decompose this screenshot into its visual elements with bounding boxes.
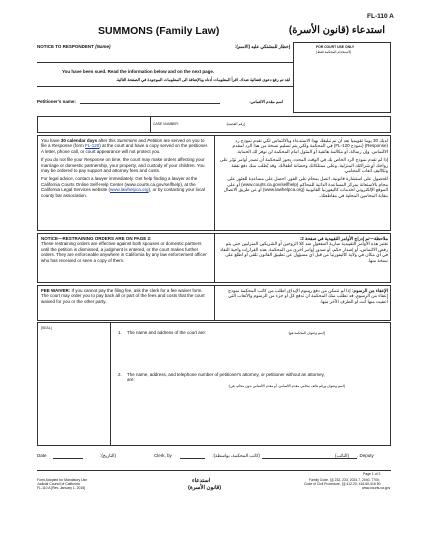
section1-english bbox=[41, 138, 210, 201]
banner-text: You have been sued. Read the information below and on the next page. bbox=[62, 69, 215, 74]
clerk-signature-field[interactable] bbox=[180, 451, 205, 459]
fee-waiver-heading-arabic: الإعفاء من الرسوم: bbox=[351, 288, 388, 293]
legal-advice-paragraph-arabic: للحصول على استشارة قانونية، اتصل بمحام على الفور. احصل على مساعدة للعثور على محام بالاستعانة بمركز المساعدة الذاتية للمحاكم (www.courts.ca.gov/selfhelp) أو على الموقع الإلكتروني لخدمات كاليفورنيا القانونية (www.lawhelpca.org) أو عن طريق الاتصال بنقابة المحامين المحلية في مقاطعتك. bbox=[223, 176, 388, 198]
deputy-label: , Deputy bbox=[357, 453, 374, 458]
item-1-text: The name and address of the court are: bbox=[127, 330, 207, 335]
footer-left-1: Form Adopted for Mandatory Use bbox=[37, 478, 88, 482]
item-1-number: 1. bbox=[118, 330, 122, 335]
petitioner-label-arabic: اسم مقدم الالتماس: bbox=[249, 99, 283, 104]
form-title: SUMMONS (Family Law) bbox=[98, 25, 220, 37]
footer-divider bbox=[37, 470, 391, 471]
late-response-paragraph: If you do not file your Response on time, the court may make orders affecting your marriage or domestic partnership, your property, and custody of your children. You may be ordered to pay support and attorney fees and costs. bbox=[41, 157, 205, 174]
divider bbox=[150, 116, 151, 133]
respondent-name-field[interactable] bbox=[37, 50, 287, 62]
petitioner-label: Petitioner's name: bbox=[37, 99, 76, 104]
fee-waiver-text-arabic: إذا لم تتمكن من دفع رسوم الإيداع، اطلب من كاتب المحكمة نموذج إعفاء من الرسوم. قد تطلب منك المحكمة أن تدفع كل أو جزء من الرسوم والأتعاب التي أعفيت منها أنت أو الطرف الآخر منها. bbox=[228, 288, 388, 304]
response-deadline-paragraph: You have 30 calendar days after this Summons and Petition are served on you to file a Response (form FL-120) at the court and have a copy served on the petitioner. A letter, phone call, or court appearance will not protect you. bbox=[41, 138, 209, 154]
case-number-field[interactable] bbox=[248, 119, 388, 130]
footer-right-3[interactable]: www.courts.ca.gov bbox=[362, 486, 391, 490]
response-deadline-paragraph-arabic: لديك 30 يوما تقويميا بعد أن تم تبليغك بهذا الاستدعاء وبالالتماس لكي تقدم نموذج رد (Response) (نموذج FL-120) في المحكمة ولكي يتم تسليم نسخة من هذا الرد لمقدم الالتماس. وإن رسالة، أو مكالمة هاتفية أو المثول أمام المحكمة لن توفر لك الحماية. bbox=[232, 138, 388, 154]
footer-right-2: Code of Civil Procedure, §§ 412.20, 416.60-416.90 bbox=[304, 482, 381, 486]
restraining-orders-arabic bbox=[218, 236, 388, 263]
footer-subtitle-arabic: (قانون الأسرة) bbox=[188, 485, 222, 491]
item-2-text-arabic: (اسم وعنوان ورقم هاتف محامي مقدم الالتماس، أو مقدم الالتماس بدون محام، هي): bbox=[228, 383, 345, 388]
divider bbox=[214, 135, 215, 231]
fee-waiver-english bbox=[41, 288, 210, 304]
restraining-orders-heading: NOTICE—RESTRAINING ORDERS ARE ON PAGE 2: bbox=[41, 236, 152, 241]
notice-label-arabic: إخطار للمشتكي عليه (الاسم): bbox=[234, 44, 290, 49]
divider bbox=[214, 285, 215, 321]
section1-arabic bbox=[218, 138, 388, 201]
divider bbox=[37, 62, 293, 63]
notice-label: NOTICE TO RESPONDENT (Name) bbox=[37, 44, 111, 49]
date-label-arabic: (التاريخ): bbox=[100, 453, 116, 458]
case-number-label-arabic: (رقم القضية): bbox=[225, 122, 245, 126]
court-use-label-arabic: (لاستخدام المحكمة فقط) bbox=[316, 49, 352, 54]
restraining-orders-heading-arabic: ملاحظة—تم إدراج الأوامر التقييدية في صفحة 2: bbox=[299, 236, 388, 241]
clerk-label: Clerk, by bbox=[154, 453, 172, 458]
footer-title-arabic: استدعاء bbox=[192, 478, 211, 484]
court-address-field[interactable] bbox=[127, 337, 387, 370]
item-2-text: The name, address, and telephone number of petitioner's attorney, or petitioner without an attorney, are: bbox=[127, 372, 325, 383]
petitioner-name-field[interactable] bbox=[80, 96, 220, 104]
lawhelpca-link[interactable]: www.lawhelpca.org bbox=[110, 187, 149, 193]
fl-120-link[interactable]: FL-120 bbox=[85, 143, 100, 149]
seal-label: [SEAL] bbox=[41, 326, 52, 330]
fee-waiver-text: If you cannot pay the filing fee, ask the clerk for a fee waiver form. The court may order you to pay back all or part of the fees and costs that the court waived for you or the other party. bbox=[41, 288, 205, 304]
date-label: Date bbox=[37, 453, 47, 458]
attorney-info-field[interactable] bbox=[127, 390, 387, 442]
footer-left-2: Judicial Council of California bbox=[37, 482, 80, 486]
case-number-label: CASE NUMBER: bbox=[153, 122, 179, 126]
footer-right-1: Family Code, §§ 232, 233, 2024.7, 2040, 7700; bbox=[309, 478, 380, 482]
late-response-paragraph-arabic: إذا لم تقدم نموذج الرد الخاص بك في الوقت المحدد، يجوز للمحكمة أن تصدر أوامر تؤثر على زواجك أو شراكتك المنزلية، وعلى ممتلكاتك وحضانة أطفالك. وقد يُطلب منك دفع نفقة وتكاليف أتعاب المحامي. bbox=[219, 157, 388, 174]
fee-waiver-heading: FEE WAIVER: bbox=[41, 288, 71, 293]
clerk-label-arabic: (كاتب المحكمة، بواسطة): bbox=[212, 453, 260, 458]
item-2-number: 2. bbox=[118, 372, 122, 377]
deputy-label-arabic: (النائب) bbox=[334, 453, 349, 458]
form-number: FL-110 A bbox=[367, 13, 394, 20]
divider bbox=[214, 233, 215, 283]
banner-text-arabic: لقد تم رفع دعوى قضائية ضدك. اقرأ المعلومات أدناه وبالإضافة الى المعلومات الموجودة في الصفحة التالية. bbox=[115, 77, 290, 82]
page-number: Page 1 of 2 bbox=[363, 472, 381, 476]
date-field[interactable] bbox=[53, 451, 83, 459]
footer-left-3: FL-110 A [Rev. January 1, 2015] bbox=[37, 486, 86, 490]
item-1-text-arabic: (اسم وعنوان المحكمة هو): bbox=[287, 331, 325, 335]
divider bbox=[110, 322, 111, 446]
restraining-orders-text-arabic: تعتبر هذه الأوامر التقييدية سارية المفعول ضد كلا الزوجين أو الشريكين المنزليين حتى يتم رفض الالتماس، أو إصدار حكم، أو صدور أوامر أخرى من المحكمة. هذه القرارات واجبة النفاذ في أي مكان في ولاية كاليفورنيا من قبل أي مسؤول عن تطبيق القانون تلقى أو اطلع على نسخة منها. bbox=[219, 241, 388, 263]
divider bbox=[37, 86, 293, 87]
restraining-orders-text: These restraining orders are effective against both spouses or domestic partners until the petition is dismissed, a judgment is entered, or the court makes further orders. They are enforceable anywhere in California by any law enforcement officer who has received or seen a copy of them. bbox=[41, 241, 207, 263]
legal-advice-paragraph: For legal advice, contact a lawyer immediately. Get help finding a lawyer at the California Courts Online Self-Help Center (www.courts.ca.gov/selfhelp), at the California Legal Services website (www.lawhelpca.org), or by contacting your local county bar association. bbox=[41, 176, 205, 198]
court-use-label: FOR COURT USE ONLY bbox=[316, 45, 355, 49]
restraining-orders-english bbox=[41, 236, 210, 263]
form-title-arabic: استدعاء (قانون الأسرة) bbox=[288, 25, 385, 36]
fee-waiver-arabic bbox=[218, 288, 388, 304]
